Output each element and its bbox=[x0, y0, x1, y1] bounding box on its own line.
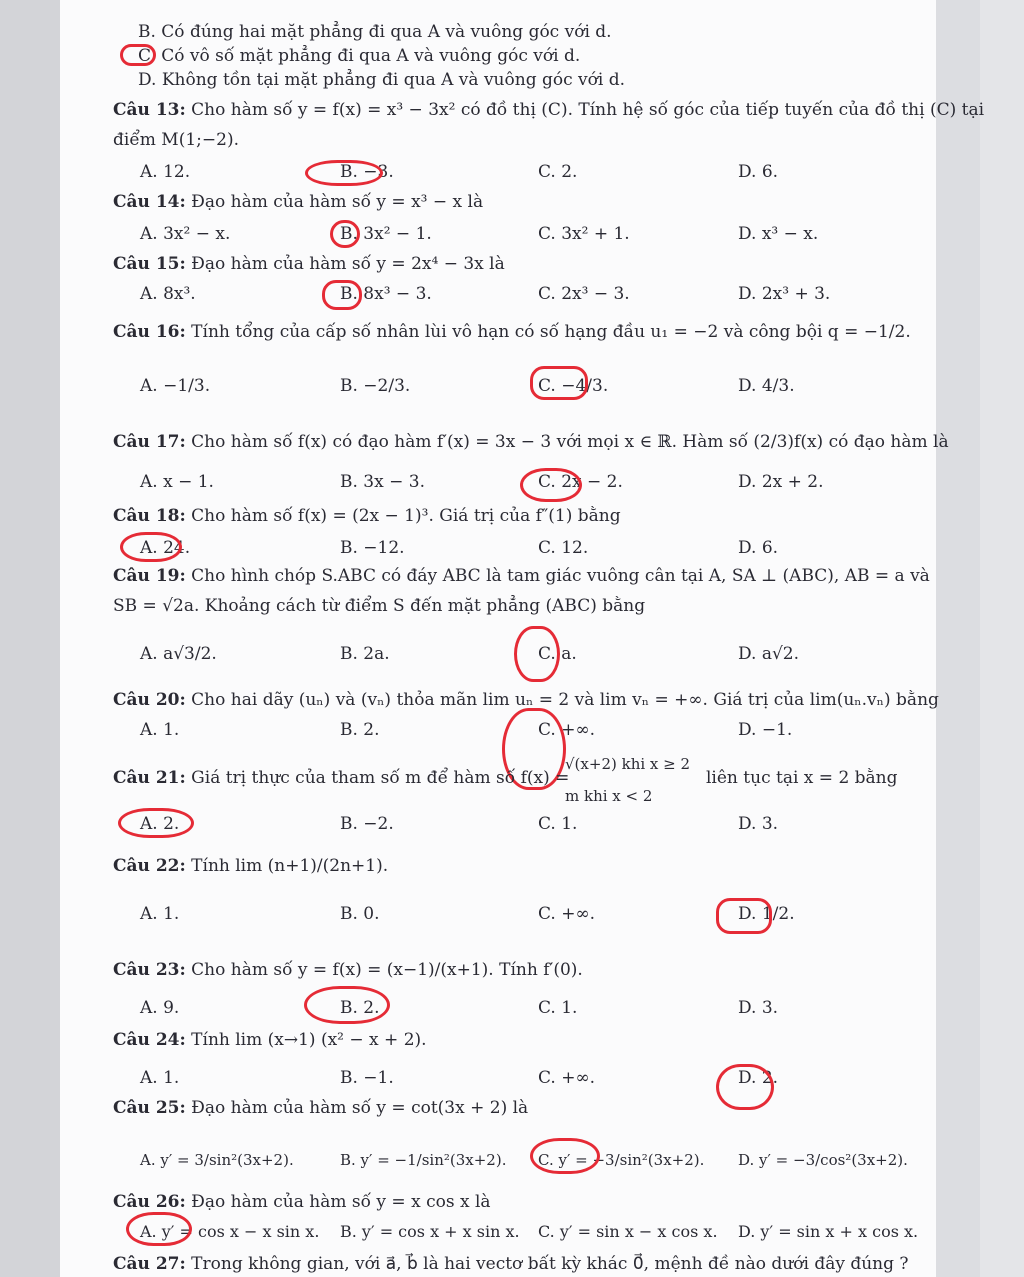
page-shadow bbox=[936, 0, 980, 1277]
option-b: B. y′ = cos x + x sin x. bbox=[340, 1222, 520, 1241]
question-18: Câu 18: Cho hàm số f(x) = (2x − 1)³. Giá trị của f″(1) bằng bbox=[113, 506, 621, 526]
option-d: D. 2x + 2. bbox=[738, 472, 824, 492]
option-b: B. −2/3. bbox=[340, 376, 411, 396]
answer-mark bbox=[120, 532, 182, 562]
question-21-cont: liên tục tại x = 2 bằng bbox=[706, 768, 898, 788]
option-b: B. y′ = −1/sin²(3x+2). bbox=[340, 1151, 507, 1169]
answer-mark bbox=[120, 44, 156, 66]
answer-mark bbox=[304, 986, 390, 1024]
question-17: Câu 17: Cho hàm số f(x) có đạo hàm f′(x) = 3x − 3 với mọi x ∈ ℝ. Hàm số (2/3)f(x) có đạo hàm là bbox=[113, 432, 949, 452]
option-d: D. 2x³ + 3. bbox=[738, 284, 831, 304]
option-b: B. 2. bbox=[340, 998, 380, 1018]
option-d: D. 3. bbox=[738, 814, 779, 834]
option-a: A. y′ = 3/sin²(3x+2). bbox=[140, 1151, 294, 1169]
answer-mark bbox=[520, 468, 582, 502]
option-d: D. 3. bbox=[738, 998, 779, 1018]
option-c: C. 1. bbox=[538, 998, 578, 1018]
option-d: D. −1. bbox=[738, 720, 793, 740]
option-b: B. −2. bbox=[340, 814, 394, 834]
option-c: C. −4/3. bbox=[538, 376, 609, 396]
option-a: A. y′ = cos x − x sin x. bbox=[140, 1222, 320, 1241]
option-b: B. 2. bbox=[340, 720, 380, 740]
option-a: A. 8x³. bbox=[140, 284, 196, 304]
answer-mark bbox=[514, 626, 560, 682]
question-16: Câu 16: Tính tổng của cấp số nhân lùi vô hạn có số hạng đầu u₁ = −2 và công bội q = −1/2. bbox=[113, 322, 911, 342]
answer-mark bbox=[330, 220, 360, 248]
question-25: Câu 25: Đạo hàm của hàm số y = cot(3x + 2) là bbox=[113, 1098, 529, 1118]
option-b: B. 3x − 3. bbox=[340, 472, 425, 492]
option-b: B. −12. bbox=[340, 538, 405, 558]
option-d: D. y′ = sin x + x cos x. bbox=[738, 1222, 919, 1241]
answer-mark bbox=[118, 808, 194, 838]
option-c: C. 2x³ − 3. bbox=[538, 284, 630, 304]
question-21: Câu 21: Giá trị thực của tham số m để hàm số f(x) = bbox=[113, 768, 570, 788]
option-a: A. 3x² − x. bbox=[140, 224, 231, 244]
prev-option-c: C. Có vô số mặt phẳng đi qua A và vuông góc với d. bbox=[138, 46, 581, 66]
question-15: Câu 15: Đạo hàm của hàm số y = 2x⁴ − 3x là bbox=[113, 254, 505, 274]
background-left bbox=[0, 0, 60, 1277]
piecewise-case-1: √(x+2) khi x ≥ 2 bbox=[565, 755, 691, 773]
question-24: Câu 24: Tính lim (x→1) (x² − x + 2). bbox=[113, 1030, 427, 1050]
option-a: A. 1. bbox=[140, 720, 180, 740]
question-27: Câu 27: Trong không gian, với a⃗, b⃗ là hai vectơ bất kỳ khác 0⃗, mệnh đề nào dưới đây đúng ? bbox=[113, 1254, 909, 1274]
option-d: D. 6. bbox=[738, 538, 779, 558]
question-22: Câu 22: Tính lim (n+1)/(2n+1). bbox=[113, 856, 389, 876]
option-c: C. 2x − 2. bbox=[538, 472, 623, 492]
option-c: C. 2. bbox=[538, 162, 578, 182]
question-23: Câu 23: Cho hàm số y = f(x) = (x−1)/(x+1). Tính f′(0). bbox=[113, 960, 583, 980]
answer-mark bbox=[305, 160, 383, 186]
option-a: A. −1/3. bbox=[140, 376, 211, 396]
option-d: D. 6. bbox=[738, 162, 779, 182]
answer-mark bbox=[716, 1064, 774, 1110]
answer-mark bbox=[530, 366, 588, 400]
prev-option-d: D. Không tồn tại mặt phẳng đi qua A và vuông góc với d. bbox=[138, 70, 625, 90]
question-14: Câu 14: Đạo hàm của hàm số y = x³ − x là bbox=[113, 192, 484, 212]
option-a: A. x − 1. bbox=[140, 472, 214, 492]
option-b: B. 0. bbox=[340, 904, 380, 924]
option-c: C. 1. bbox=[538, 814, 578, 834]
option-a: A. a√3/2. bbox=[140, 644, 217, 664]
option-c: C. +∞. bbox=[538, 720, 596, 740]
piecewise-case-2: m khi x < 2 bbox=[565, 787, 653, 805]
option-a: A. 9. bbox=[140, 998, 180, 1018]
option-d: D. 1/2. bbox=[738, 904, 795, 924]
option-b: B. 2a. bbox=[340, 644, 390, 664]
option-b: B. 8x³ − 3. bbox=[340, 284, 432, 304]
option-a: A. 24. bbox=[140, 538, 191, 558]
question-13-cont: điểm M(1;−2). bbox=[113, 130, 239, 150]
option-d: D. x³ − x. bbox=[738, 224, 819, 244]
option-d: D. a√2. bbox=[738, 644, 800, 664]
question-19-cont: SB = √2a. Khoảng cách từ điểm S đến mặt phẳng (ABC) bằng bbox=[113, 596, 646, 616]
answer-mark bbox=[716, 898, 772, 934]
question-26: Câu 26: Đạo hàm của hàm số y = x cos x là bbox=[113, 1192, 491, 1212]
option-b: B. −1. bbox=[340, 1068, 394, 1088]
option-c: C. 12. bbox=[538, 538, 589, 558]
question-19: Câu 19: Cho hình chóp S.ABC có đáy ABC là tam giác vuông cân tại A, SA ⊥ (ABC), AB = a và bbox=[113, 566, 930, 586]
answer-mark bbox=[530, 1138, 600, 1174]
option-a: A. 1. bbox=[140, 1068, 180, 1088]
prev-option-b: B. Có đúng hai mặt phẳng đi qua A và vuông góc với d. bbox=[138, 22, 612, 42]
question-20: Câu 20: Cho hai dãy (uₙ) và (vₙ) thỏa mãn lim uₙ = 2 và lim vₙ = +∞. Giá trị của lim(uₙ.vₙ) bằng bbox=[113, 690, 939, 710]
option-c: C. y′ = −3/sin²(3x+2). bbox=[538, 1151, 705, 1169]
option-c: C. +∞. bbox=[538, 1068, 596, 1088]
question-13: Câu 13: Cho hàm số y = f(x) = x³ − 3x² có đồ thị (C). Tính hệ số góc của tiếp tuyến của đồ thị (C) tại bbox=[113, 100, 985, 120]
answer-mark bbox=[322, 280, 362, 310]
option-b: B. 3x² − 1. bbox=[340, 224, 432, 244]
option-b: B. −3. bbox=[340, 162, 394, 182]
option-d: D. 4/3. bbox=[738, 376, 795, 396]
answer-mark bbox=[126, 1212, 192, 1246]
option-c: C. a. bbox=[538, 644, 577, 664]
option-c: C. y′ = sin x − x cos x. bbox=[538, 1222, 718, 1241]
option-a: A. 12. bbox=[140, 162, 191, 182]
option-a: A. 2. bbox=[140, 814, 180, 834]
option-d: D. y′ = −3/cos²(3x+2). bbox=[738, 1151, 908, 1169]
option-a: A. 1. bbox=[140, 904, 180, 924]
option-d: D. 2. bbox=[738, 1068, 779, 1088]
option-c: C. 3x² + 1. bbox=[538, 224, 630, 244]
option-c: C. +∞. bbox=[538, 904, 596, 924]
